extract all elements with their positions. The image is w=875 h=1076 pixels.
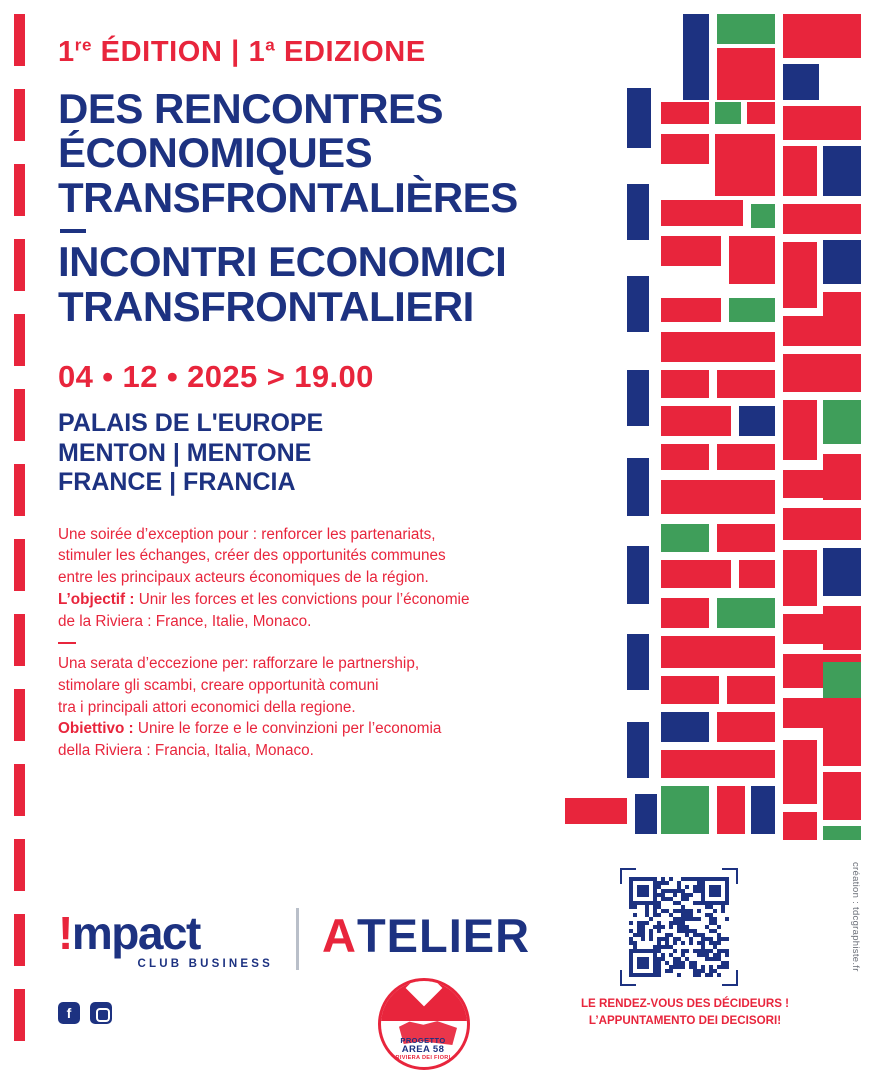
art-block (783, 64, 819, 100)
art-block (783, 508, 861, 540)
art-block (683, 14, 709, 100)
art-block (823, 606, 861, 650)
art-block (717, 712, 775, 742)
art-block (661, 524, 709, 552)
logo-divider (296, 908, 299, 970)
art-block (627, 722, 649, 778)
qr-module (725, 973, 729, 977)
edition-separator: | (231, 35, 240, 68)
atelier-rest: TELIER (356, 909, 531, 962)
rail-dash (14, 14, 25, 66)
desc-fr-objective-text: Unir les forces et les convictions pour l’économie (134, 590, 470, 608)
rail-dash (14, 839, 25, 891)
impact-tagline: CLUB BUSINESS (137, 958, 273, 970)
art-block (729, 298, 775, 322)
desc-it-objective (58, 718, 618, 740)
event-venue (58, 409, 618, 498)
atelier-logo (322, 909, 531, 962)
art-block (661, 598, 709, 628)
venue-line-2: MENTON | MENTONE (58, 438, 312, 467)
rail-dash (14, 89, 25, 141)
art-block (751, 786, 775, 834)
poster-content (58, 36, 618, 762)
art-block (783, 354, 861, 392)
art-block (661, 102, 709, 124)
facebook-icon[interactable]: f (58, 1002, 80, 1024)
art-block (717, 14, 775, 44)
impact-exclamation: ! (58, 907, 72, 959)
art-block (783, 550, 817, 606)
art-block (661, 200, 743, 226)
impact-name: mpact (71, 907, 200, 959)
art-block (715, 102, 741, 124)
art-block (823, 146, 861, 196)
art-block (727, 676, 775, 704)
desc-fr-objective (58, 589, 618, 611)
art-block (565, 798, 627, 824)
tagline-fr: LE RENDEZ-VOUS DES DÉCIDEURS ! (580, 997, 790, 1010)
headline-fr-2: ÉCONOMIQUES (58, 129, 373, 177)
art-block (823, 292, 861, 338)
impact-logo (58, 907, 273, 970)
art-block (661, 236, 721, 266)
art-block (661, 134, 709, 164)
art-block (661, 444, 709, 470)
headline-it-1: INCONTRI ECONOMICI (58, 238, 507, 286)
art-block (627, 276, 649, 332)
art-block (823, 454, 861, 500)
headline-fr-3: TRANSFRONTALIÈRES (58, 173, 518, 221)
art-block (661, 676, 719, 704)
desc-it-objective-label: Obiettivo : (58, 720, 134, 738)
art-block (783, 740, 817, 804)
art-block (783, 812, 817, 840)
qr-code[interactable] (620, 868, 738, 986)
area58-logo (368, 978, 478, 1076)
art-block (823, 240, 861, 284)
art-block (627, 88, 651, 148)
art-block (751, 204, 775, 228)
art-block (627, 370, 649, 426)
area58-line-1: PROGETTO (400, 1036, 446, 1045)
rail-dash (14, 764, 25, 816)
atelier-initial: A (322, 909, 357, 962)
art-block (823, 720, 861, 766)
art-block (627, 546, 649, 604)
art-block (739, 560, 775, 588)
art-block (717, 524, 775, 552)
headline-fr-1: DES RENCONTRES (58, 84, 444, 132)
rail-dash (14, 389, 25, 441)
art-block (783, 14, 861, 58)
art-block (715, 134, 775, 196)
desc-it-objective-text: Unire le forze e le convinzioni per l’economia (133, 720, 442, 738)
art-block (661, 370, 709, 398)
desc-it-objective-2: della Riviera : Francia, Italia, Monaco. (58, 742, 314, 760)
art-block (661, 480, 775, 514)
left-dash-rail (14, 14, 25, 1062)
art-block (783, 400, 817, 460)
art-block (823, 826, 861, 840)
rail-dash (14, 989, 25, 1041)
art-block (823, 400, 861, 444)
desc-fr-objective-2: de la Riviera : France, Italie, Monaco. (58, 612, 312, 630)
headline-divider (60, 229, 86, 233)
desc-it-2: stimolare gli scambi, creare opportunità comuni (58, 676, 379, 694)
art-block (661, 332, 775, 362)
desc-it-1: Una serata d’eccezione per: rafforzare le partnership, (58, 655, 420, 673)
art-block (661, 786, 709, 834)
art-block (747, 102, 775, 124)
rail-dash (14, 614, 25, 666)
description-block (58, 524, 618, 762)
rail-dash (14, 464, 25, 516)
desc-fr-objective-label: L’objectif : (58, 590, 135, 608)
art-block (627, 184, 649, 240)
art-block (783, 242, 817, 308)
rail-dash (14, 914, 25, 966)
rail-dash (14, 239, 25, 291)
art-block (823, 772, 861, 820)
art-block (729, 236, 775, 284)
design-credit: création : tdcgraphiste.fr (850, 862, 861, 972)
edition-fr: 1re ÉDITION (58, 35, 223, 68)
desc-fr-3: entre les principaux acteurs économiques de la région. (58, 569, 429, 587)
headline (58, 84, 618, 330)
paragraph-divider (58, 642, 76, 644)
event-date: 04 • 12 • 2025 > 19.00 (58, 359, 374, 395)
qr-module-grid (629, 877, 729, 977)
art-block (717, 786, 745, 834)
art-block (717, 598, 775, 628)
desc-fr-1: Une soirée d’exception pour : renforcer les partenariats, (58, 525, 436, 543)
footer-tagline (560, 996, 810, 1030)
art-block (627, 634, 649, 690)
area58-line-3: RIVIERA DEI FIORI (395, 1055, 451, 1061)
art-block (717, 48, 775, 100)
area58-line-2: AREA 58 (401, 1044, 445, 1055)
desc-fr-2: stimuler les échanges, créer des opportunités communes (58, 547, 446, 565)
art-block (783, 204, 861, 234)
rail-dash (14, 314, 25, 366)
art-block (661, 298, 721, 322)
art-block (717, 444, 775, 470)
art-block (661, 636, 775, 668)
venue-line-1: PALAIS DE L'EUROPE (58, 409, 324, 438)
art-block (739, 406, 775, 436)
edition-line (58, 36, 618, 69)
social-links[interactable] (58, 1002, 112, 1024)
desc-it-3: tra i principali attori economici della regione. (58, 698, 356, 716)
tagline-it: L’APPUNTAMENTO DEI DECISORI! (588, 1013, 782, 1027)
venue-line-3: FRANCE | FRANCIA (58, 468, 296, 497)
art-block (823, 548, 861, 596)
impact-wordmark (58, 907, 273, 959)
art-block (661, 712, 709, 742)
art-block (717, 370, 775, 398)
edition-it: 1$^a$ EDIZIONE (248, 35, 426, 68)
art-block (661, 560, 731, 588)
rail-dash (14, 539, 25, 591)
art-block (783, 106, 861, 140)
rail-dash (14, 689, 25, 741)
art-block (783, 146, 817, 196)
instagram-icon[interactable] (90, 1002, 112, 1024)
art-block (661, 406, 731, 436)
art-block (635, 794, 657, 834)
headline-it-2: TRANSFRONTALIERI (58, 282, 474, 330)
art-block (627, 458, 649, 516)
art-block (661, 750, 775, 778)
rail-dash (14, 164, 25, 216)
